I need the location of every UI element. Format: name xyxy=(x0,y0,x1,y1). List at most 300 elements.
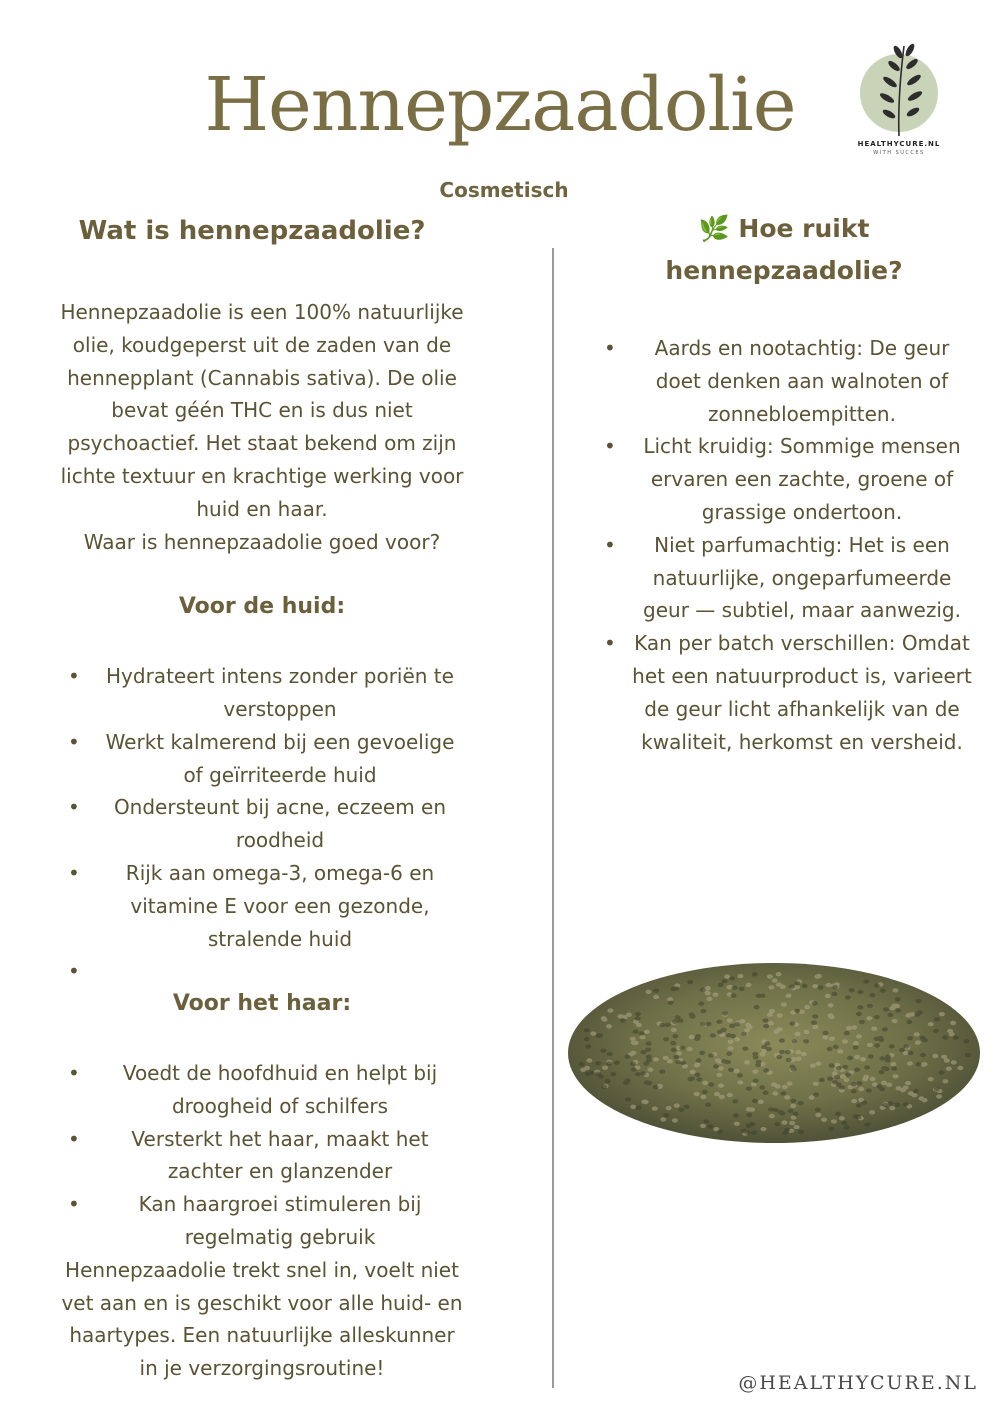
seed-dot xyxy=(903,1044,909,1048)
seed-dot xyxy=(888,1101,894,1105)
seed-dot xyxy=(758,1100,764,1104)
seed-dot xyxy=(729,1024,735,1028)
seed-dot xyxy=(707,997,713,1001)
seed-dot xyxy=(879,1070,885,1074)
seed-dot xyxy=(751,1131,757,1135)
seed-dot xyxy=(746,1124,752,1128)
right-heading: 🌿 Hoe ruikt hennepzaadolie? xyxy=(665,214,903,285)
seed-dot xyxy=(708,1082,714,1086)
seed-dot xyxy=(947,1029,953,1033)
seed-dot xyxy=(869,1110,875,1114)
seed-dot xyxy=(892,1003,898,1007)
seed-dot xyxy=(892,988,898,992)
seed-dot xyxy=(680,1061,686,1065)
seed-dot xyxy=(853,1114,859,1118)
seed-dot xyxy=(598,1074,604,1078)
seed-dot xyxy=(766,1047,772,1051)
seed-dot xyxy=(866,1016,872,1020)
seed-dot xyxy=(717,1020,723,1024)
seed-dot xyxy=(705,1103,711,1107)
seed-dot xyxy=(774,1122,780,1126)
seed-dot xyxy=(768,1021,774,1025)
seed-dot xyxy=(845,1072,851,1076)
seed-dot xyxy=(633,1029,639,1033)
seed-dot xyxy=(728,1040,734,1044)
seed-dot xyxy=(767,1013,773,1017)
seed-dot xyxy=(861,1101,867,1105)
seed-dot xyxy=(939,1012,945,1016)
seed-dot xyxy=(836,1083,842,1087)
seed-dot xyxy=(905,1081,911,1085)
seed-dot xyxy=(932,1054,938,1058)
seed-dot xyxy=(777,1013,783,1017)
seed-dot xyxy=(763,1091,769,1095)
skin-heading: Voor de huid: xyxy=(178,594,346,620)
seed-dot xyxy=(689,1035,695,1039)
skin-list xyxy=(58,660,466,988)
seed-dot xyxy=(625,1097,631,1101)
seed-dot xyxy=(699,1051,705,1055)
seed-dot xyxy=(741,1032,747,1036)
seed-dot xyxy=(894,1103,900,1107)
seed-dot xyxy=(729,976,735,980)
seed-dot xyxy=(674,1103,680,1107)
seed-dot xyxy=(605,1079,611,1083)
seed-dot xyxy=(828,1003,834,1007)
seed-dot xyxy=(963,1039,969,1043)
list-item: • Licht kruidig: Sommige mensen ervaren een zachte, groene of grassige ondertoon. xyxy=(594,430,974,528)
seed-dot xyxy=(665,1023,671,1027)
seed-dot xyxy=(813,1092,819,1096)
seed-dot xyxy=(789,984,795,988)
seed-dot xyxy=(812,1014,818,1018)
seed-dot xyxy=(753,1079,759,1083)
seed-dot xyxy=(660,1117,666,1121)
seed-dot xyxy=(638,1031,644,1035)
seed-dot xyxy=(590,1031,596,1035)
seed-dot xyxy=(913,1089,919,1093)
seed-dot xyxy=(666,1106,672,1110)
seed-dot xyxy=(887,1013,893,1017)
seed-dot xyxy=(892,1019,898,1023)
seed-dot xyxy=(734,1122,740,1126)
seed-dot xyxy=(727,1018,733,1022)
seed-dot xyxy=(640,1050,646,1054)
seed-dot xyxy=(728,1068,734,1072)
seed-dot xyxy=(846,1026,852,1030)
seed-dot xyxy=(831,1119,837,1123)
seed-dot xyxy=(653,1057,659,1061)
seed-dot xyxy=(644,1030,650,1034)
seed-dot xyxy=(717,1073,723,1077)
seed-dot xyxy=(957,1066,963,1070)
seed-dot xyxy=(630,1051,636,1055)
seed-dot xyxy=(804,1030,810,1034)
bullet-icon: • xyxy=(68,1060,80,1085)
seed-dot xyxy=(708,1053,714,1057)
seed-dot xyxy=(801,1052,807,1056)
seed-dot xyxy=(944,1058,950,1062)
seed-dot xyxy=(829,1063,835,1067)
seed-dot xyxy=(667,1059,673,1063)
seed-dot xyxy=(635,1012,641,1016)
seed-dot xyxy=(794,1009,800,1013)
seed-dot xyxy=(863,979,869,983)
seed-dot xyxy=(734,1037,740,1041)
seed-dot xyxy=(868,1054,874,1058)
seed-dot xyxy=(713,1064,719,1068)
seed-dot xyxy=(607,1052,613,1056)
seed-dot xyxy=(788,1109,794,1113)
seed-dot xyxy=(836,1066,842,1070)
seed-dot xyxy=(907,1036,913,1040)
brand-logo xyxy=(846,40,952,155)
seed-dot xyxy=(812,1001,818,1005)
seed-dot xyxy=(687,980,693,984)
seed-dot xyxy=(851,1099,857,1103)
seed-dot xyxy=(663,1037,669,1041)
seed-dot xyxy=(670,987,676,991)
seed-dot xyxy=(731,993,737,997)
hemp-seeds-image xyxy=(566,958,982,1158)
seed-dot xyxy=(795,1050,801,1054)
seed-dot xyxy=(784,1095,790,1099)
seed-dot xyxy=(890,1062,896,1066)
seed-dot xyxy=(726,1052,732,1056)
seed-dot xyxy=(862,1077,868,1081)
seed-dot xyxy=(663,1113,669,1117)
seed-dot xyxy=(653,1085,659,1089)
seed-dot xyxy=(856,1012,862,1016)
seed-dot xyxy=(777,1027,783,1031)
seed-dot xyxy=(813,1082,819,1086)
seed-dot xyxy=(763,1024,769,1028)
seed-dot xyxy=(585,1044,591,1048)
seed-dot xyxy=(763,1018,769,1022)
seed-dot xyxy=(790,1099,796,1103)
hair-heading: Voor het haar: xyxy=(172,991,352,1017)
seed-dot xyxy=(673,1055,679,1059)
seed-dot xyxy=(870,1077,876,1081)
seed-dot xyxy=(835,1112,841,1116)
seed-dot xyxy=(763,1068,769,1072)
seed-dot xyxy=(635,1072,641,1076)
seed-dot xyxy=(858,1087,864,1091)
seed-dot xyxy=(828,1127,834,1131)
left-heading: Wat is hennepzaadolie? xyxy=(78,216,426,246)
seed-dot xyxy=(630,1062,636,1066)
seed-dot xyxy=(739,987,745,991)
seed-dot xyxy=(812,1025,818,1029)
seed-dot xyxy=(695,1034,701,1038)
seed-dot xyxy=(739,1019,745,1023)
seed-dot xyxy=(798,1130,804,1134)
seed-dot xyxy=(854,1055,860,1059)
seed-dot xyxy=(653,995,659,999)
seed-dot xyxy=(776,972,782,976)
seed-dot xyxy=(672,1020,678,1024)
list-item: • Hydrateert intens zonder poriën te verstoppen xyxy=(58,660,466,726)
seed-dot xyxy=(889,1106,895,1110)
seed-dot xyxy=(798,1101,804,1105)
bullet-icon: • xyxy=(68,1126,80,1151)
seed-dot xyxy=(702,1081,708,1085)
seed-dot xyxy=(840,1074,846,1078)
seed-dot xyxy=(899,1048,905,1052)
seed-dot xyxy=(965,1053,971,1057)
seed-dot xyxy=(879,1056,885,1060)
seed-dot xyxy=(630,1105,636,1109)
seed-dot xyxy=(856,1103,862,1107)
seed-dot xyxy=(849,988,855,992)
seed-dot xyxy=(607,1008,613,1012)
seed-dot xyxy=(684,1105,690,1109)
seed-dot xyxy=(759,994,765,998)
bullet-icon: • xyxy=(68,729,80,754)
seed-dot xyxy=(823,1031,829,1035)
seed-dot xyxy=(829,1037,835,1041)
seed-dot xyxy=(912,1093,918,1097)
seed-dot xyxy=(614,1061,620,1065)
seed-dot xyxy=(606,1024,612,1028)
seed-dot xyxy=(880,988,886,992)
plant-icon xyxy=(860,38,938,138)
seed-dot xyxy=(842,1039,848,1043)
seed-dot xyxy=(772,978,778,982)
bullet-icon: • xyxy=(604,631,616,656)
seed-dot xyxy=(595,1061,601,1065)
seed-dot xyxy=(700,1022,706,1026)
seed-dot xyxy=(725,1060,731,1064)
seed-dot xyxy=(694,1073,700,1077)
seed-dot xyxy=(726,1033,732,1037)
seed-dot xyxy=(922,1098,928,1102)
seed-dot xyxy=(689,1076,695,1080)
seed-dot xyxy=(728,1046,734,1050)
seed-dot xyxy=(790,1104,796,1108)
seed-dot xyxy=(928,1022,934,1026)
seed-dot xyxy=(864,1065,870,1069)
seed-dot xyxy=(832,992,838,996)
seed-dot xyxy=(839,1116,845,1120)
seed-dot xyxy=(734,1069,740,1073)
list-item: • Ondersteunt bij acne, eczeem en roodheid xyxy=(58,791,466,857)
seed-dot xyxy=(672,1118,678,1122)
bullet-icon: • xyxy=(68,795,80,820)
list-item: • Werkt kalmerend bij een gevoelige of geïrriteerde huid xyxy=(58,726,466,792)
seed-dot xyxy=(816,1062,822,1066)
seed-dot xyxy=(746,1087,752,1091)
seed-dot xyxy=(884,1057,890,1061)
seed-dot xyxy=(732,986,738,990)
seed-dot xyxy=(769,1114,775,1118)
seed-dot xyxy=(891,1066,897,1070)
seed-dot xyxy=(786,994,792,998)
seed-dot xyxy=(779,1050,785,1054)
seed-dot xyxy=(640,1071,646,1075)
seed-dot xyxy=(780,1091,786,1095)
seed-dot xyxy=(618,1014,624,1018)
scent-list xyxy=(594,332,974,758)
left-column xyxy=(58,210,466,1385)
seed-dot xyxy=(745,1130,751,1134)
hair-list xyxy=(58,1057,466,1254)
seed-dot xyxy=(802,984,808,988)
logo-tagline: WITH SUCCES xyxy=(873,150,925,156)
seed-dot xyxy=(809,1095,815,1099)
seed-dot xyxy=(857,1005,863,1009)
seed-dot xyxy=(851,1025,857,1029)
seed-dot xyxy=(844,1031,850,1035)
seed-dot xyxy=(738,974,744,978)
seed-dot xyxy=(953,1035,959,1039)
seed-dot xyxy=(856,1034,862,1038)
seed-dot xyxy=(845,995,851,999)
seed-dot xyxy=(707,1124,713,1128)
seed-dot xyxy=(742,1047,748,1051)
herb-icon: 🌿 xyxy=(698,214,730,243)
seed-dot xyxy=(712,993,718,997)
seed-dot xyxy=(853,1041,859,1045)
logo-brand-text: HEALTHYCURE.NL xyxy=(857,140,941,148)
seed-dot xyxy=(703,1119,709,1123)
seed-dot xyxy=(646,990,652,994)
seed-dot xyxy=(832,985,838,989)
seed-dot xyxy=(794,981,800,985)
seed-dot xyxy=(727,1093,733,1097)
seed-dot xyxy=(853,1045,859,1049)
seed-dot xyxy=(793,1112,799,1116)
seed-dot xyxy=(698,1002,704,1006)
seed-dot xyxy=(915,1040,921,1044)
seed-dot xyxy=(781,1002,787,1006)
seed-dot xyxy=(689,1012,695,1016)
seed-dot xyxy=(785,1050,791,1054)
seed-dot xyxy=(732,1099,738,1103)
seed-dot xyxy=(752,1052,758,1056)
seed-dot xyxy=(920,1053,926,1057)
seed-dot xyxy=(647,1067,653,1071)
seed-dot xyxy=(746,983,752,987)
seed-dot xyxy=(816,974,822,978)
seed-dot xyxy=(881,1066,887,1070)
seed-dot xyxy=(690,1070,696,1074)
seed-dot xyxy=(625,1055,631,1059)
seed-dot xyxy=(790,1065,796,1069)
seed-dot xyxy=(934,1017,940,1021)
seed-dot xyxy=(951,1060,957,1064)
seed-dot xyxy=(643,1100,649,1104)
seed-dot xyxy=(856,1081,862,1085)
seed-dot xyxy=(895,997,901,1001)
seed-dot xyxy=(776,1055,782,1059)
seed-dot xyxy=(867,1004,873,1008)
seed-dot xyxy=(780,1111,786,1115)
seed-dot xyxy=(717,1130,723,1134)
seed-dot xyxy=(752,972,758,976)
seed-dot xyxy=(858,990,864,994)
category-label: Cosmetisch xyxy=(439,178,569,202)
seed-dot xyxy=(722,1011,728,1015)
seed-dot xyxy=(942,1035,948,1039)
seed-dot xyxy=(653,989,659,993)
seed-dot xyxy=(826,983,832,987)
list-item: • Versterkt het haar, maakt het zachter en glanzender xyxy=(58,1123,466,1189)
seed-dot xyxy=(646,1055,652,1059)
seed-dot xyxy=(903,1102,909,1106)
seed-dot xyxy=(584,1066,590,1070)
seed-dot xyxy=(889,1044,895,1048)
seed-dot xyxy=(882,1027,888,1031)
seed-dot xyxy=(694,1092,700,1096)
seed-dot xyxy=(754,1005,760,1009)
seed-dot xyxy=(623,1081,629,1085)
bullet-icon: • xyxy=(68,959,80,984)
intro-paragraph: Hennepzaadolie is een 100% natuurlijke olie, koudgeperst uit de zaden van de hennepplant (Cannabis sativa). De olie bevat géén THC en is dus niet psychoactief. Het staat bekend om zijn lichte textuur en krachtige werking voor huid en haar. xyxy=(60,300,464,521)
bullet-icon: • xyxy=(68,1192,80,1217)
seed-dot xyxy=(837,1049,843,1053)
seed-dot xyxy=(601,1085,607,1089)
seed-dot xyxy=(675,1015,681,1019)
seed-dot xyxy=(874,983,880,987)
seed-dot xyxy=(652,1106,658,1110)
seed-dot xyxy=(867,1043,873,1047)
logo-badge xyxy=(860,54,938,132)
seed-dot xyxy=(821,1118,827,1122)
seed-dot xyxy=(936,1094,942,1098)
seed-dot xyxy=(903,1086,909,1090)
seed-dot xyxy=(789,1022,795,1026)
seed-dot xyxy=(916,1062,922,1066)
seed-dot xyxy=(756,1060,762,1064)
seed-dot xyxy=(702,1090,708,1094)
seed-dot xyxy=(643,1061,649,1065)
seed-dot xyxy=(626,1013,632,1017)
seed-dot xyxy=(631,1067,637,1071)
seed-dot xyxy=(719,1095,725,1099)
seed-dot xyxy=(851,1089,857,1093)
seed-dot xyxy=(588,1071,594,1075)
seed-dot xyxy=(671,1048,677,1052)
seed-dot xyxy=(934,1087,940,1091)
seed-dot xyxy=(760,1052,766,1056)
seed-dot xyxy=(841,1121,847,1125)
seed-dot xyxy=(639,1035,645,1039)
seed-dot xyxy=(860,1057,866,1061)
seed-dot xyxy=(659,1023,665,1027)
seed-dot xyxy=(782,1085,788,1089)
seed-dot xyxy=(833,1045,839,1049)
seed-dot xyxy=(844,1125,850,1129)
seed-dot xyxy=(610,1072,616,1076)
question-text: Waar is hennepzaadolie goed voor? xyxy=(83,529,441,554)
seed-dot xyxy=(714,1092,720,1096)
seed-dot xyxy=(633,1041,639,1045)
seed-dot xyxy=(946,1067,952,1071)
seed-dot xyxy=(694,1063,700,1067)
seed-dot xyxy=(646,1041,652,1045)
seed-dot xyxy=(579,1062,585,1066)
seed-dot xyxy=(822,1035,828,1039)
seed-dot xyxy=(630,1037,636,1041)
seed-dot xyxy=(922,1062,928,1066)
right-column xyxy=(594,208,974,758)
closing-paragraph: Hennepzaadolie trekt snel in, voelt niet vet aan en is geschikt voor alle huid- en haartypes. Een natuurlijke alleskunner in je verzorgingsroutine! xyxy=(61,1257,463,1381)
seed-dot xyxy=(768,985,774,989)
seed-dot xyxy=(602,1066,608,1070)
seed-dot xyxy=(893,1074,899,1078)
seed-dot xyxy=(772,1091,778,1095)
